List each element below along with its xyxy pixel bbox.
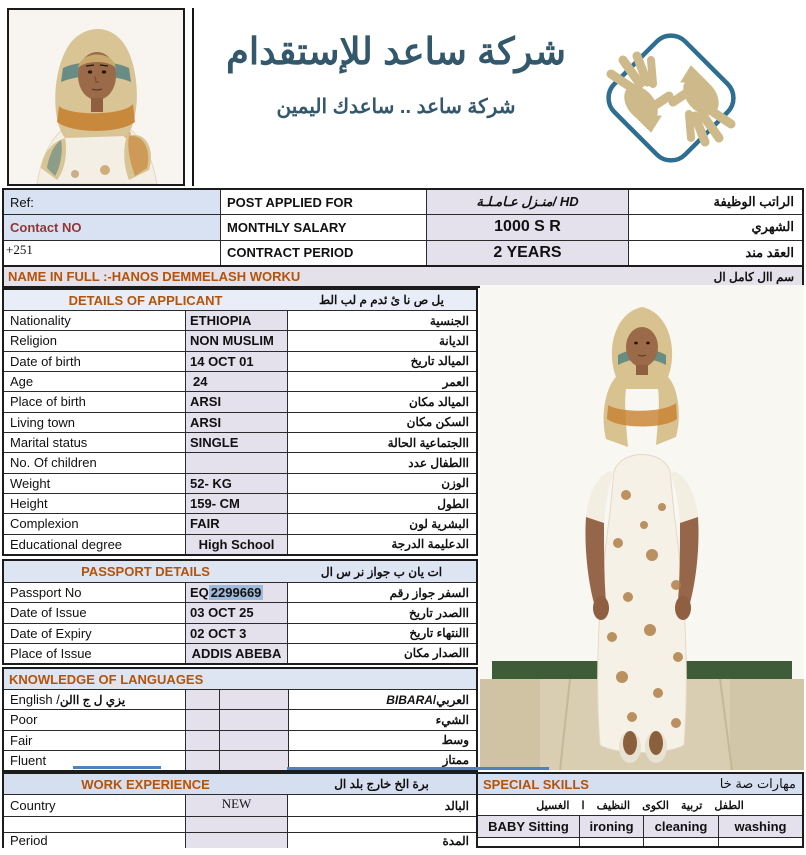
table-row	[4, 513, 476, 533]
level-label-ar: وسط	[288, 731, 476, 750]
passport-header-row	[4, 561, 476, 582]
full-length-photo-illustration	[480, 285, 804, 770]
field-value: ADDIS ABEBA	[185, 644, 287, 663]
languages-table	[2, 667, 478, 772]
field-value: 14 OCT 01	[185, 352, 287, 371]
passport-no-value	[185, 583, 287, 602]
passport-no-label-ar: السفر جواز رقم	[287, 583, 476, 602]
monthly-salary-value: 1000 S R	[426, 215, 628, 239]
passport-no-label: Passport No	[4, 583, 185, 602]
table-row	[4, 412, 476, 432]
field-value: 02 OCT 3	[185, 624, 287, 643]
table-row	[4, 623, 476, 643]
period-label-ar: المدة	[287, 833, 476, 848]
field-label: Date of Issue	[4, 603, 185, 622]
field-label-ar: الوزن	[287, 474, 476, 493]
language-check-cell	[219, 731, 288, 750]
table-row	[4, 832, 476, 848]
table-row	[4, 816, 476, 832]
country-label-ar: البالد	[287, 795, 476, 816]
empty-cell	[579, 838, 643, 846]
field-label-ar: االطفال عدد	[287, 453, 476, 472]
hands-icon	[585, 12, 757, 184]
period-value	[185, 833, 287, 848]
language-check-cell	[219, 751, 288, 770]
table-row	[4, 582, 476, 602]
details-of-applicant-table	[2, 288, 478, 556]
skills-header: SPECIAL SKILLS	[483, 776, 589, 792]
table-row	[4, 709, 476, 729]
field-label-ar: البشرية لون	[287, 514, 476, 533]
post-applied-label-ar: الراتب الوظيفة	[628, 190, 802, 214]
ref-label: Ref:	[4, 190, 220, 214]
field-label-ar: العمر	[287, 372, 476, 391]
language-check-cell	[185, 690, 219, 709]
english-label	[4, 690, 185, 709]
field-label-ar: الديانة	[287, 331, 476, 350]
hands-logo-icon	[585, 12, 757, 184]
contract-period-label-ar: العقد مند	[628, 241, 802, 265]
field-label-ar: السكن مكان	[287, 413, 476, 432]
field-label-ar: االنتهاء تاريخ	[287, 624, 476, 643]
empty-cell	[478, 838, 579, 846]
field-label: Nationality	[4, 311, 185, 330]
period-label: Period	[4, 833, 185, 848]
level-label: Poor	[4, 710, 185, 729]
passport-no-highlighted: 2299669	[210, 585, 262, 601]
table-row	[4, 602, 476, 622]
field-label-ar: االصدر تاريخ	[287, 603, 476, 622]
empty-cell	[4, 817, 185, 832]
field-value: 159- CM	[185, 494, 287, 513]
monthly-salary-label-ar: الشهري	[628, 215, 802, 239]
field-label: Complexion	[4, 514, 185, 533]
skills-header-row	[478, 774, 802, 794]
table-row	[4, 689, 476, 709]
field-value: ETHIOPIA	[185, 311, 287, 330]
field-label: Place of Issue	[4, 644, 185, 663]
empty-cell	[185, 817, 287, 832]
language-check-cell	[219, 710, 288, 729]
language-check-cell	[185, 731, 219, 750]
language-check-cell	[185, 751, 219, 770]
table-row	[4, 240, 802, 265]
work-header-row	[4, 774, 476, 794]
special-skills-table	[478, 772, 804, 848]
work-header: WORK EXPERIENCE	[81, 776, 210, 792]
table-row	[4, 452, 476, 472]
field-value: 24	[185, 372, 287, 391]
field-label-ar: الطول	[287, 494, 476, 513]
field-label: Age	[4, 372, 185, 391]
contact-label: Contact NO	[4, 215, 220, 239]
details-header-row	[4, 290, 476, 310]
arabic-label-name: BIBARA	[386, 692, 433, 707]
skills-columns-row	[478, 815, 802, 837]
phone-number: +251	[6, 241, 33, 257]
skills-arabic-row: الطفل تربية الكوى النظيف ا الغسيل	[478, 794, 802, 815]
skill-washing: washing	[718, 816, 802, 837]
field-label-ar: الميالد مكان	[287, 392, 476, 411]
field-label: No. Of children	[4, 453, 185, 472]
field-value: SINGLE	[185, 433, 287, 452]
field-label: Date of birth	[4, 352, 185, 371]
field-value: ARSI	[185, 392, 287, 411]
contract-period-value: 2 YEARS	[426, 241, 628, 265]
empty-cell	[287, 817, 476, 832]
field-label: Height	[4, 494, 185, 513]
arabic-label-ar: العربي/	[432, 692, 469, 707]
skill-cleaning: cleaning	[643, 816, 718, 837]
field-label: Religion	[4, 331, 185, 350]
empty-cell	[643, 838, 718, 846]
details-header-ar: يل ص نا ئ ئدم م لب الط	[319, 293, 444, 307]
field-value: 52- KG	[185, 474, 287, 493]
language-check-cell	[185, 710, 219, 729]
skills-empty-row	[478, 837, 802, 846]
passport-details-table	[2, 559, 478, 665]
table-row	[4, 794, 476, 816]
post-applied-label: POST APPLIED FOR	[220, 190, 426, 214]
table-row	[4, 371, 476, 391]
table-row	[4, 330, 476, 350]
details-header: DETAILS OF APPLICANT	[68, 292, 223, 308]
field-value	[185, 453, 287, 472]
blue-underline-left	[73, 766, 161, 769]
table-row	[4, 190, 802, 214]
level-label-ar: الشيء	[288, 710, 476, 729]
table-row	[4, 351, 476, 371]
field-label: Living town	[4, 413, 185, 432]
languages-header: KNOWLEDGE OF LANGUAGES	[9, 671, 204, 687]
language-check-cell	[219, 690, 288, 709]
level-label: Fluent	[4, 751, 185, 770]
applicant-photo-portrait	[7, 8, 185, 186]
field-value: NON MUSLIM	[185, 331, 287, 350]
country-value: NEW	[185, 795, 287, 816]
english-label-en: English /	[10, 692, 60, 708]
company-title: شركة ساعد للإستقدام	[225, 31, 567, 72]
field-label: Date of Expiry	[4, 624, 185, 643]
passport-no-prefix: EQ	[190, 585, 209, 601]
level-label: Fair	[4, 731, 185, 750]
skill-ironing: ironing	[579, 816, 643, 837]
header-info-table	[2, 188, 804, 267]
company-subtitle: شركة ساعد .. ساعدك اليمين	[276, 96, 516, 118]
work-header-ar: برة الخ خارج بلد ال	[334, 777, 429, 791]
field-label: Educational degree	[4, 535, 185, 554]
field-label-ar: الميالد تاريخ	[287, 352, 476, 371]
post-applied-value: منـزل عـامـلـة/ HD	[426, 190, 628, 214]
table-row	[4, 493, 476, 513]
blue-underline-right	[287, 767, 549, 770]
table-row	[4, 310, 476, 330]
table-row	[4, 473, 476, 493]
field-value: High School	[185, 535, 287, 554]
english-label-ar: يزي ل ج االن	[59, 692, 126, 707]
applicant-photo-full-length	[480, 285, 804, 770]
field-label: Weight	[4, 474, 185, 493]
arabic-label	[288, 690, 476, 709]
field-label-ar: االجتماعية الحالة	[287, 433, 476, 452]
table-row	[4, 391, 476, 411]
empty-cell	[718, 838, 802, 846]
field-value: 03 OCT 25	[185, 603, 287, 622]
skill-baby-sitting: BABY Sitting	[478, 816, 579, 837]
header-divider	[192, 8, 194, 186]
country-label: Country	[4, 795, 185, 816]
passport-header-ar: ات يان ب جواز نر س ال	[320, 564, 443, 579]
monthly-salary-label: MONTHLY SALARY	[220, 215, 426, 239]
skills-header-ar: مهارات صة خا	[719, 776, 796, 791]
work-experience-table	[2, 772, 478, 848]
field-value: FAIR	[185, 514, 287, 533]
table-row	[4, 214, 802, 239]
table-row	[4, 534, 476, 554]
name-in-full-ar: سم اال كامل ال	[713, 269, 794, 284]
field-label: Place of birth	[4, 392, 185, 411]
name-in-full: NAME IN FULL :-HANOS DEMMELASH WORKU	[8, 269, 301, 284]
table-row	[4, 643, 476, 663]
table-row	[4, 730, 476, 750]
field-label-ar: الجنسية	[287, 311, 476, 330]
contract-period-label: CONTRACT PERIOD	[220, 241, 426, 265]
portrait-photo-illustration	[9, 10, 183, 184]
level-label-ar: ممتاز	[288, 751, 476, 770]
passport-header: PASSPORT DETAILS	[81, 564, 210, 579]
table-row	[4, 432, 476, 452]
field-label-ar: الدعليمة الدرجة	[287, 535, 476, 554]
field-label-ar: االصدار مكان	[287, 644, 476, 663]
languages-header-row	[4, 669, 476, 689]
field-value: ARSI	[185, 413, 287, 432]
field-label: Marital status	[4, 433, 185, 452]
